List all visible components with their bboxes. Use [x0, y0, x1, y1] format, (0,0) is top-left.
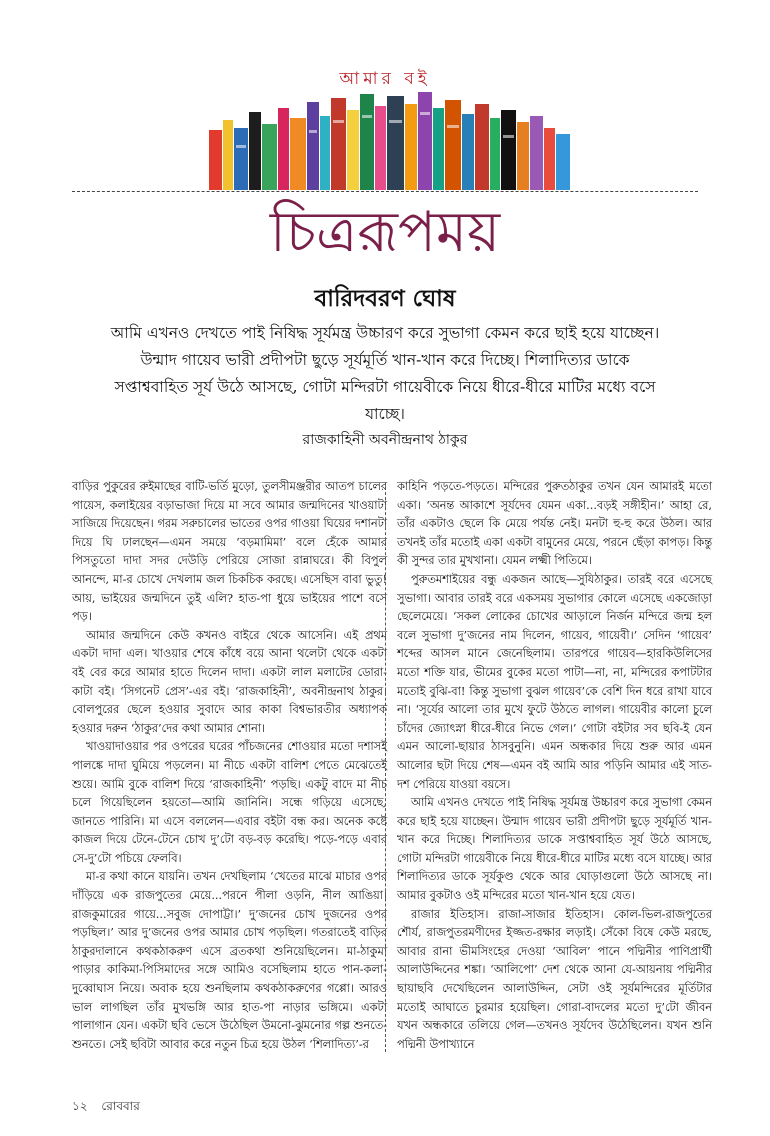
page-number: ১২ — [72, 1099, 88, 1113]
page-footer — [72, 1098, 150, 1118]
paragraph: মা-র কথা কানে যায়নি। তখন দেখছিলাম ‘খেতের মাঝে মাচার ওপর দাঁড়িয়ে এক রাজপুতের মেয়ে...পরনে পীলা ওড়নি, নীল আঙিয়া। রাজকুমারের গায়ে...সবুজ দোপাট্টা।’ দু’জনের চোখ দুজনের ওপর পড়ছিল।’ আর দু’জনের ওপর আমার চোখ পড়ছিল। গতরাতেই বাড়ির ঠাকুরদালানে কথকঠাকরুণ এসে ব্রতকথা শুনিয়েছিলেন। মা-ঠাকুমা পাড়ার কাকিমা-পিসিমাদের সঙ্গে আমিও বসেছিলাম হাতে পান-কলা-দুব্বোঘাস নিয়ে। অবাক হয়ে শুনছিলাম কথকঠাকরুণের গপ্পো। আরও ভাল লাগছিল তাঁর মুখভঙ্গি আর হাত-পা নাড়ার ভঙ্গিমে। একটা পালাগান যেন। একটা ছবি ভেসে উঠেছিল উমনো-ঝুমনোর গল্প শুনতে-শুনতে। সেই ছবিটা আবার করে নতুন চিত্র হয়ে উঠল ‘শিলাদিত্য’-র — [72, 870, 387, 1051]
paragraph: আমি এখনও দেখতে পাই নিষিদ্ধ সূর্যমন্ত্র উচ্চারণ করে সুভাগা কেমন করে ছাই হয়ে যাচ্ছেন। উন্মাদ গায়েব ভারী প্রদীপটা ছুড়ে সূর্যমূর্তি খান-খান করে দিচ্ছে। শিলাদিত্যর ডাকে সপ্তাশ্ববাহিত সূর্য উঠে আসছে, গোটা মন্দিরটা গায়েবীকে নিয়ে ধীরে-ধীরে মাটির মধ্যে বসে যাচ্ছে। আর শিলাদিত্যর ডাকে সূর্যকুণ্ড থেকে আর ঘোড়াগুলো উঠে আসছে না। আমার বুকটাও ওই মন্দিরের মতো খান-খান হয়ে যেত। — [397, 796, 712, 903]
article-author: বারিদবরণ ঘোষ — [314, 285, 456, 312]
right-column — [397, 478, 712, 1054]
pull-quote: আমি এখনও দেখতে পাই নিষিদ্ধ সূর্যমন্ত্র উচ্চারণ করে সুভাগা কেমন করে ছাই হয়ে যাচ্ছেন। উন্মাদ গায়েব ভারী প্রদীপটা ছুড়ে সূর্যমূর্তি খান-খান করে দিচ্ছে। শিলাদিত্যর ডাকে সপ্তাশ্ববাহিত সূর্য উঠে আসছে, গোটা মন্দিরটা গায়েবীকে নিয়ে ধীরে-ধীরে মাটির মধ্যে বসে যাচ্ছে। — [110, 324, 660, 423]
paragraph: বাড়ির পুকুরের রুইমাছের বাটি-ভর্তি মুড়ো, তুলসীমঞ্জরীর আতপ চালের পায়েস, কলাইয়ের বড়াভাজা দিয়ে মা সবে আমার জন্মদিনের খাওয়াটা সাজিয়ে দিয়েছেন। গরম সরুচালের ভাতের ওপর গাওয়া ঘিয়ের দশানটা দিয়ে ঘি ঢালছেন—এমন সময়ে ‘বড়মামিমা’ বলে হেঁকে আমার পিসতুতো দাদা সদর দেউড়ি পেরিয়ে সোজা রান্নাঘরে। কী বিপুল আনন্দে, মা-র চোখে দেখলাম জল চিকচিক করছে। এসেছিস বাবা ভুতু! আয়, ভাইয়ের জন্মদিনে তুই এলি? হাত-পা ধুয়ে ভাইয়ের পাশে বসে পড়। — [72, 480, 387, 624]
shelf-divider — [72, 191, 698, 192]
paragraph: কাহিনি পড়তে-পড়তে। মন্দিরের পুরুতঠাকুর তখন যেন আমারই মতো একা। ‘অনন্ত আকাশে সূর্যদেব যেমন একা...বড়ই সঙ্গীহীন।’ আহা রে, তাঁর একটাও ছেলে কি মেয়ে পর্যন্ত নেই। মনটা হু-হু করে উঠল। আর তখনই তাঁর মতোই একা একটা বামুনের মেয়ে, পরনে ছেঁড়া কাপড়। কিন্তু কী সুন্দর তার মুখখানা। যেমন লক্ষ্মী পিতিমে। — [397, 480, 712, 568]
paragraph: রাজার ইতিহাস। রাজা-সাজার ইতিহাস। কোল-ভিল-রাজপুতের শৌর্য, রাজপুতরমণীদের ইজ্জত-রক্ষার লড়াই। সেঁকো বিষে কেউ মরছে, আবার রানা ভীমসিংহের দেওয়া ‘আবিল’ পানে পদ্মিনীর পাণিপ্রার্থী আলাউদ্দিনের শঙ্কা। ‘আলিপো’ দেশ থেকে আনা যে-আয়নায় পদ্মিনীর ছায়াছবি দেখেছিলেন আলাউদ্দিন, সেটা ওই সূর্যমন্দিরের মূর্তিটার মতোই আঘাতে চুরমার হয়েছিল। গোরা-বাদলের মতো দু’টো জীবন যখন অন্ধকারে তলিয়ে গেল—তখনও সূর্যদেব উঠেছিলেন। যখন শুনি পদ্মিনী উপাখ্যানে — [397, 907, 712, 1051]
column-divider — [385, 482, 386, 1052]
quote-source: রাজকাহিনী অবনীন্দ্রনাথ ঠাকুর — [302, 432, 468, 448]
left-column — [72, 478, 387, 1054]
paragraph: পুরুতমশাইয়ের বন্ধু একজন আছে—সুযিঠাকুর। তারই বরে এসেছে সুভাগা। আবার তারই বরে একসময় সুভাগার কোলে এসেছে একজোড়া ছেলেমেয়ে। ‘সকল লোকের চোখের আড়ালে নির্জন মন্দিরে জন্ম হল বলে সুভাগা দু’জনের নাম দিলেন, গায়েব, গায়েবী।’ সেদিন ‘গায়েব’ শব্দের আসল মানে জেনেছিলাম। তারপরে গায়েব—হারকিউলিসের মতো শক্তি যার, ভীমের বুকের মতো পাটা—না, না, মন্দিরের কপাটটার মতোই বুঝি-বা! কিন্তু সুভাগা বুঝল গায়েব’কে বেশি দিন ধরে রাখা যাবে না। ‘সূর্যের আলো তার মুখে ফুটে উঠতে লাগল। গায়েবীর কালো চুলে চাঁদের জ্যোৎস্না ধীরে-ধীরে নিভে গেল।’ গোটা বইটার সব ছবি-ই যেন এমন আলো-ছায়ার ঠাসবুনুনি। এমন অন্ধকার দিয়ে শুরু আর এমন আলোর ছটা দিয়ে শেষ—এমন বই আমি আর পড়িনি আমার এই সাত-দশ পেরিয়ে যাওয়া বয়সে। — [397, 572, 712, 791]
paragraph: খাওয়াদাওয়ার পর ওপরের ঘরের পাঁচজনের শোওয়ার মতো দশাসই পালঙ্কে দাদা ঘুমিয়ে পড়লেন। মা নীচে একটা বালিশ পেতে মেঝেতেই শুয়ে। আমি বুকে বালিশ দিয়ে ‘রাজকাহিনী’ পড়ছি। একটু বাদে মা নীচ চলে গিয়েছিলেন হয়তো—আমি জানিনি। সন্ধে গড়িয়ে এসেছে, জানতে পারিনি। মা এসে বললেন—এবার বইটা বন্ধ কর। অনেক কষ্টে কাজল দিয়ে টেনে-টেনে চোখ দু’টো বড়-বড় করেছি। পড়ে-পড়ে এবার সে-দু’টো পচিয়ে ফেলবি। — [72, 740, 387, 865]
section-label: আমার বই — [339, 69, 431, 89]
book-spines-illustration — [205, 90, 575, 190]
paragraph: আমার জন্মদিনে কেউ কখনও বাইরে থেকে আসেনি। এই প্রথম একটা দাদা এল। খাওয়ার শেষে কাঁধে বয়ে আনা থলেটা থেকে একটা বই বের করে আমার হাতে দিলেন দাদা। একটা লাল মলাটের ডোরা-কাটা বই। ‘সিগনেট প্রেস’-এর বই। ‘রাজকাহিনী’, অবনীন্দ্রনাথ ঠাকুর। বোলপুরের ছেলে হওয়ার সুবাদে আর কাকা বিশ্বভারতীর অধ্যাপক হওয়ার দরুন ‘ঠাকুর’দের কথা আমার শোনা। — [72, 628, 387, 735]
article-title: চিত্ররূপময় — [269, 200, 501, 265]
publication-name: রোববার — [101, 1099, 140, 1113]
